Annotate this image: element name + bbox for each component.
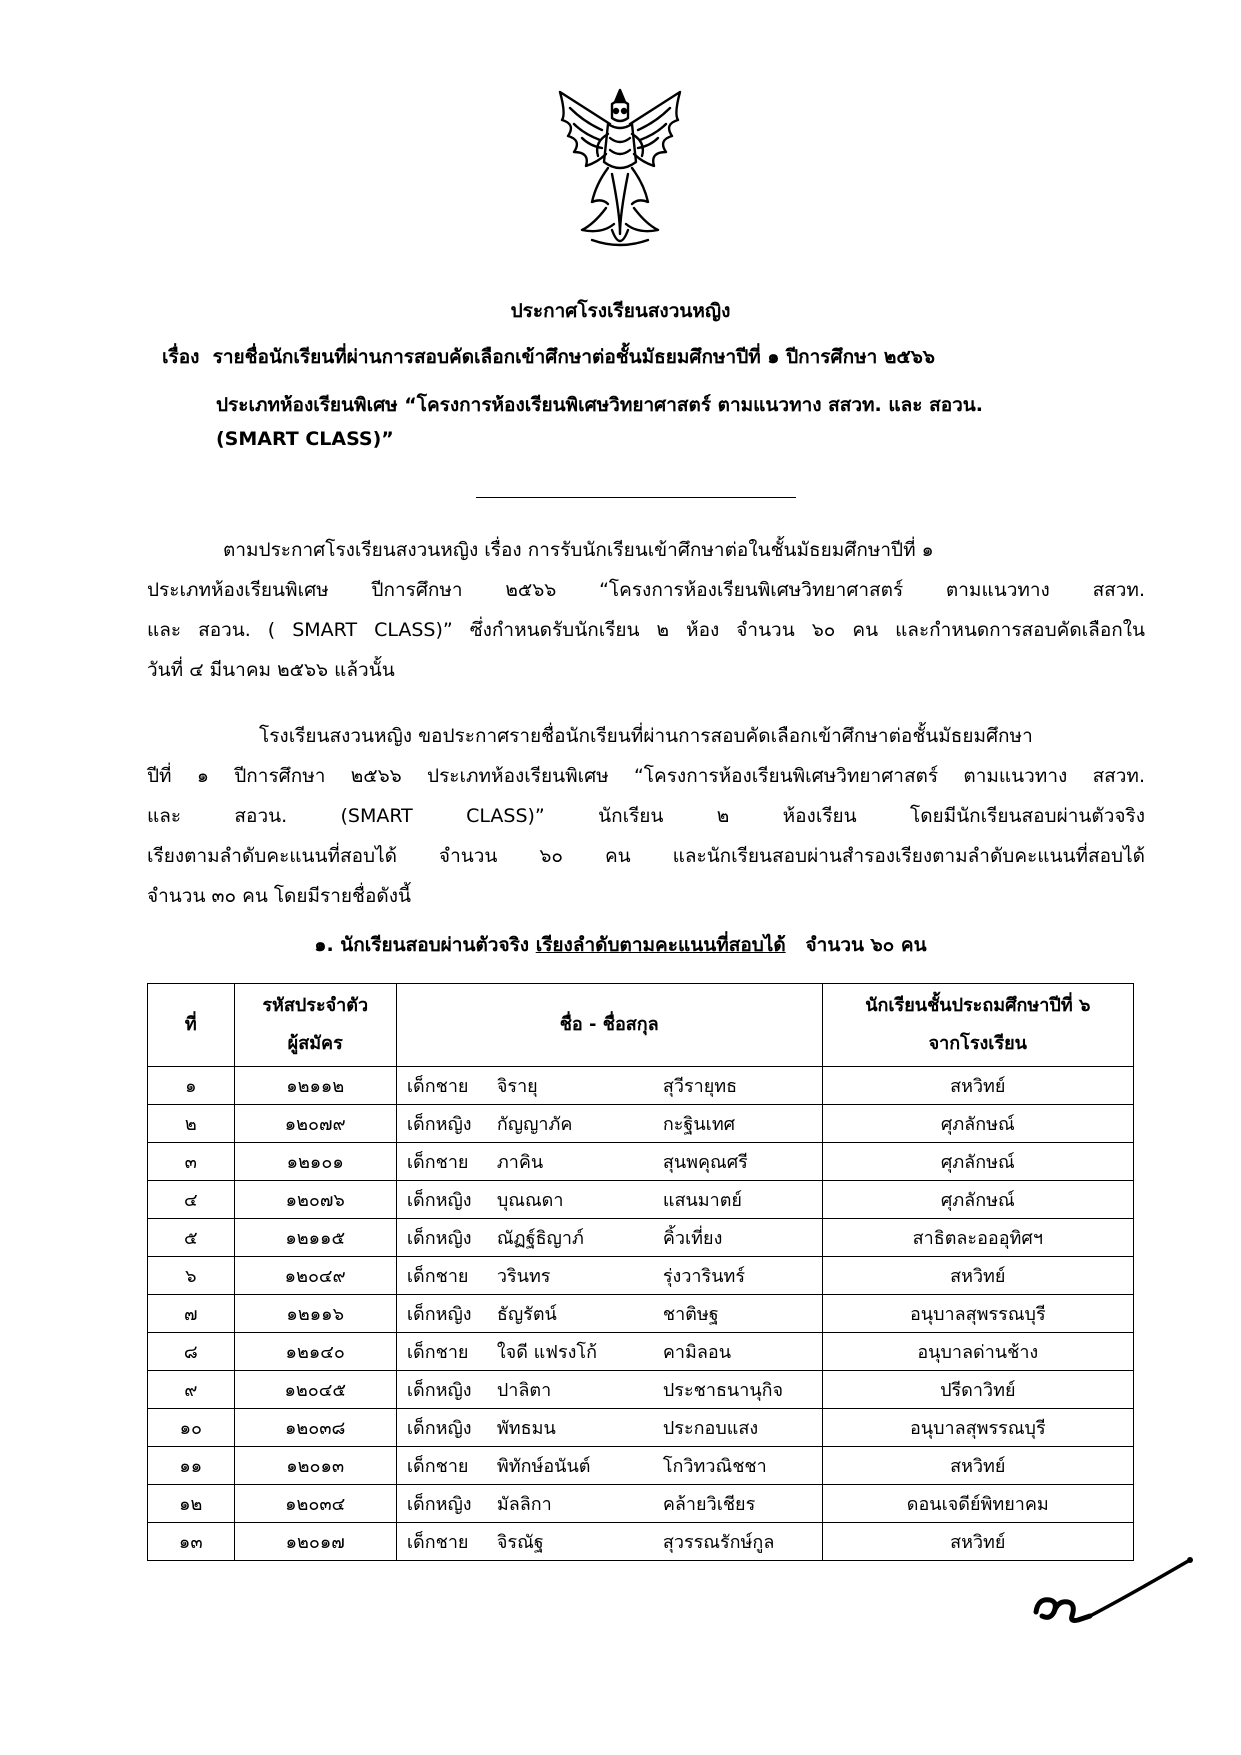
section-suffix: จำนวน ๖๐ คน [805, 934, 927, 956]
last-name: รุ่งวารินทร์ [662, 1266, 746, 1287]
table-row [148, 1485, 1134, 1523]
paragraph-line: ตามประกาศโรงเรียนสงวนหญิง เรื่อง การรับนักเรียนเข้าศึกษาต่อในชั้นมัธยมศึกษาปีที่ ๑ [223, 539, 934, 561]
cell-school: สาธิตละอออุทิศฯ [822, 1219, 1133, 1257]
cell-no: ๓ [148, 1143, 235, 1181]
paragraph-line: ประเภทห้องเรียนพิเศษ ปีการศึกษา ๒๕๖๖ “โครงการห้องเรียนพิเศษวิทยาศาสตร์ ตามแนวทาง สสวท. [147, 579, 1145, 601]
cell-school: สหวิทย์ [822, 1067, 1133, 1105]
name-prefix: เด็กหญิง [406, 1494, 472, 1515]
table-row [148, 1143, 1134, 1181]
cell-applicant-id: ๑๒๑๑๒ [234, 1067, 396, 1105]
first-name: จิรายุ [496, 1076, 538, 1097]
cell-applicant-id: ๑๒๑๑๖ [234, 1295, 396, 1333]
table-row [148, 1219, 1134, 1257]
table-row [148, 1105, 1134, 1143]
cell-applicant-id: ๑๒๐๓๔ [234, 1485, 396, 1523]
cell-name [396, 1105, 822, 1143]
table-row [148, 1067, 1134, 1105]
header-applicant-id [234, 984, 396, 1067]
cell-applicant-id: ๑๒๑๔๐ [234, 1333, 396, 1371]
subject-line-2: ประเภทห้องเรียนพิเศษ “โครงการห้องเรียนพิเศษวิทยาศาสตร์ ตามแนวทาง สสวท. และ สอวน. [216, 394, 983, 416]
last-name: คามิลอน [662, 1342, 732, 1363]
name-prefix: เด็กหญิง [406, 1418, 472, 1439]
cell-name [396, 1333, 822, 1371]
cell-no: ๘ [148, 1333, 235, 1371]
cell-school: ดอนเจดีย์พิทยาคม [822, 1485, 1133, 1523]
table-row [148, 1333, 1134, 1371]
cell-name [396, 1409, 822, 1447]
paragraph-line: ปีที่ ๑ ปีการศึกษา ๒๕๖๖ ประเภทห้องเรียนพิเศษ “โครงการห้องเรียนพิเศษวิทยาศาสตร์ ตามแนวทาง สสวท. [147, 765, 1145, 787]
header-name: ชื่อ - ชื่อสกุล [396, 984, 822, 1067]
cell-name [396, 1371, 822, 1409]
first-name: มัลลิกา [496, 1494, 552, 1515]
table-row [148, 1295, 1134, 1333]
last-name: แสนมาตย์ [662, 1190, 742, 1211]
cell-applicant-id: ๑๒๐๑๗ [234, 1523, 396, 1561]
cell-no: ๑๑ [148, 1447, 235, 1485]
cell-school: สหวิทย์ [822, 1257, 1133, 1295]
cell-no: ๗ [148, 1295, 235, 1333]
header-divider [476, 497, 796, 498]
header-id-line2: ผู้สมัคร [287, 1033, 343, 1054]
name-prefix: เด็กชาย [406, 1456, 469, 1477]
paragraph-line: และ สอวน. ( SMART CLASS)” ซึ่งกำหนดรับนักเรียน ๒ ห้อง จำนวน ๖๐ คน และกำหนดการสอบคัดเลือกใน [147, 619, 1145, 641]
table-row [148, 1181, 1134, 1219]
subject-text-1: รายชื่อนักเรียนที่ผ่านการสอบคัดเลือกเข้าศึกษาต่อชั้นมัธยมศึกษาปีที่ ๑ ปีการศึกษา ๒๕๖๖ [212, 346, 935, 368]
name-prefix: เด็กหญิง [406, 1114, 472, 1135]
cell-applicant-id: ๑๒๐๗๙ [234, 1105, 396, 1143]
cell-no: ๔ [148, 1181, 235, 1219]
first-name: วรินทร [496, 1266, 551, 1287]
first-name: ภาคิน [496, 1152, 544, 1173]
first-name: บุณณดา [496, 1190, 564, 1211]
cell-name [396, 1181, 822, 1219]
header-id-line1: รหัสประจำตัว [262, 995, 369, 1016]
name-prefix: เด็กหญิง [406, 1228, 472, 1249]
cell-name [396, 1067, 822, 1105]
header-school [822, 984, 1133, 1067]
page-title: ประกาศโรงเรียนสงวนหญิง [510, 300, 731, 322]
cell-name [396, 1485, 822, 1523]
last-name: กะฐินเทศ [662, 1114, 736, 1135]
cell-school: อนุบาลสุพรรณบุรี [822, 1409, 1133, 1447]
cell-applicant-id: ๑๒๑๑๕ [234, 1219, 396, 1257]
section-underlined: เรียงลำดับตามคะแนนที่สอบได้ [535, 934, 786, 956]
paragraph-line: และ สอวน. (SMART CLASS)” นักเรียน ๒ ห้องเรียน โดยมีนักเรียนสอบผ่านตัวจริง [147, 805, 1145, 827]
first-name: ปาลิตา [496, 1380, 552, 1401]
cell-school: อนุบาลด่านช้าง [822, 1333, 1133, 1371]
last-name: สุวรรณรักษ์กูล [662, 1532, 775, 1553]
cell-name [396, 1523, 822, 1561]
last-name: คิ้วเที่ยง [662, 1228, 723, 1249]
student-table [147, 983, 1134, 1561]
cell-applicant-id: ๑๒๐๗๖ [234, 1181, 396, 1219]
last-name: ชาติษฐ [662, 1304, 719, 1325]
paragraph-line: เรียงตามลำดับคะแนนที่สอบได้ จำนวน ๖๐ คน และนักเรียนสอบผ่านสำรองเรียงตามลำดับคะแนนที่สอบได้ [147, 845, 1145, 867]
table-row [148, 1409, 1134, 1447]
cell-applicant-id: ๑๒๐๑๓ [234, 1447, 396, 1485]
table-row [148, 1523, 1134, 1561]
name-prefix: เด็กชาย [406, 1532, 469, 1553]
cell-applicant-id: ๑๒๐๓๘ [234, 1409, 396, 1447]
subject-line-3: (SMART CLASS)” [216, 428, 394, 450]
paragraph-line: จำนวน ๓๐ คน โดยมีรายชื่อดังนี้ [147, 885, 411, 907]
name-prefix: เด็กหญิง [406, 1380, 472, 1401]
table-row [148, 1371, 1134, 1409]
paragraph-line: โรงเรียนสงวนหญิง ขอประกาศรายชื่อนักเรียนที่ผ่านการสอบคัดเลือกเข้าศึกษาต่อชั้นมัธยมศึกษา [259, 725, 1033, 747]
last-name: สุนพคุณศรี [662, 1152, 748, 1173]
name-prefix: เด็กชาย [406, 1076, 469, 1097]
last-name: สุวีรายุทธ [662, 1076, 738, 1097]
cell-name [396, 1143, 822, 1181]
name-prefix: เด็กชาย [406, 1342, 469, 1363]
section-prefix: ๑. นักเรียนสอบผ่านตัวจริง [314, 934, 530, 956]
first-name: ณัฏฐ์ธิญาภ์ [496, 1228, 584, 1249]
section-title [0, 930, 1241, 960]
last-name: โกวิทวณิชชา [662, 1456, 767, 1477]
first-name: พิทักษ์อนันต์ [496, 1456, 591, 1477]
cell-no: ๕ [148, 1219, 235, 1257]
cell-no: ๑๓ [148, 1523, 235, 1561]
announcement-paragraph [147, 716, 1145, 916]
table-row [148, 1447, 1134, 1485]
cell-name [396, 1257, 822, 1295]
handwritten-signature-icon [1028, 1556, 1198, 1656]
cell-school: สหวิทย์ [822, 1523, 1133, 1561]
cell-applicant-id: ๑๒๑๐๑ [234, 1143, 396, 1181]
first-name: ธัญรัตน์ [496, 1304, 557, 1325]
cell-applicant-id: ๑๒๐๔๙ [234, 1257, 396, 1295]
cell-school: อนุบาลสุพรรณบุรี [822, 1295, 1133, 1333]
last-name: คล้ายวิเชียร [662, 1494, 756, 1515]
paragraph-line: วันที่ ๔ มีนาคม ๒๕๖๖ แล้วนั้น [147, 659, 395, 681]
subject-label: เรื่อง [162, 346, 200, 368]
name-prefix: เด็กหญิง [406, 1190, 472, 1211]
cell-applicant-id: ๑๒๐๔๕ [234, 1371, 396, 1409]
intro-paragraph [147, 530, 1145, 690]
table-row [148, 1257, 1134, 1295]
cell-name [396, 1295, 822, 1333]
name-prefix: เด็กชาย [406, 1266, 469, 1287]
cell-school: ศุภลักษณ์ [822, 1105, 1133, 1143]
name-prefix: เด็กหญิง [406, 1304, 472, 1325]
first-name: กัญญาภัค [496, 1114, 573, 1135]
first-name: ใจดี แฟรงโก้ [496, 1342, 597, 1363]
cell-no: ๒ [148, 1105, 235, 1143]
last-name: ประชาธนานุกิจ [662, 1380, 784, 1401]
table-header-row [148, 984, 1134, 1067]
header-no: ที่ [148, 984, 235, 1067]
cell-no: ๑ [148, 1067, 235, 1105]
cell-school: ศุภลักษณ์ [822, 1143, 1133, 1181]
first-name: จิรณัฐ [496, 1532, 544, 1553]
cell-school: สหวิทย์ [822, 1447, 1133, 1485]
cell-name [396, 1219, 822, 1257]
cell-school: ปรีดาวิทย์ [822, 1371, 1133, 1409]
cell-name [396, 1447, 822, 1485]
name-prefix: เด็กชาย [406, 1152, 469, 1173]
cell-no: ๑๒ [148, 1485, 235, 1523]
first-name: พัทธมน [496, 1418, 556, 1439]
cell-no: ๖ [148, 1257, 235, 1295]
cell-no: ๙ [148, 1371, 235, 1409]
header-school-line1: นักเรียนชั้นประถมศึกษาปีที่ ๖ [865, 995, 1091, 1016]
cell-school: ศุภลักษณ์ [822, 1181, 1133, 1219]
garuda-emblem-icon [552, 84, 688, 256]
header-school-line2: จากโรงเรียน [928, 1033, 1027, 1054]
cell-no: ๑๐ [148, 1409, 235, 1447]
last-name: ประกอบแสง [662, 1418, 759, 1439]
subject-line-1 [162, 342, 1241, 372]
